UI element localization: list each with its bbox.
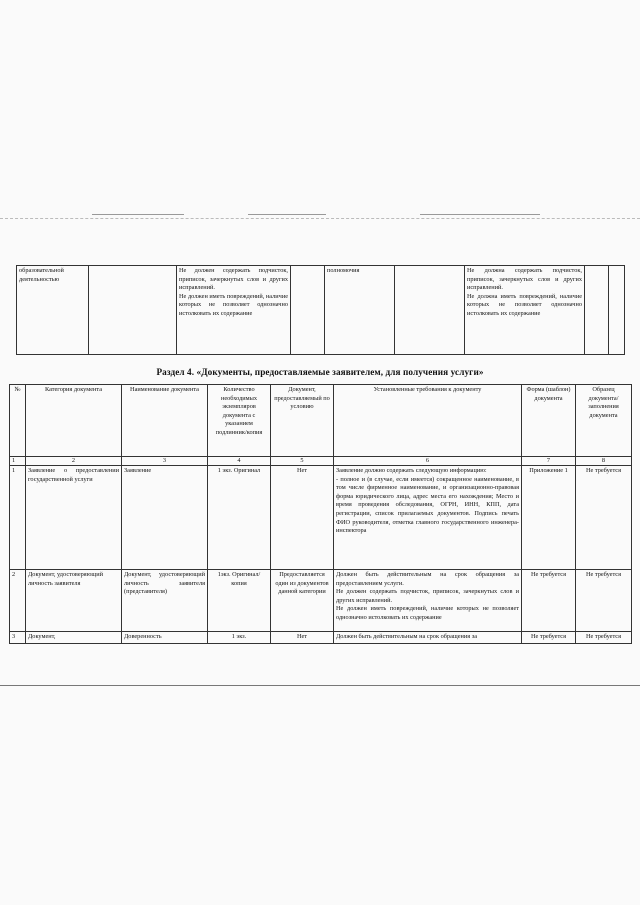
document-category: Заявление о предоставлении государственной услуги — [26, 466, 122, 570]
scan-line — [420, 214, 540, 215]
column-number: 2 — [26, 457, 122, 466]
header-cell: Образец документа/заполнения документа — [576, 385, 632, 457]
table-row — [10, 466, 632, 570]
row-number: 1 — [10, 466, 26, 570]
document-condition: Нет — [271, 632, 334, 644]
document-name: Доверенность — [122, 632, 208, 644]
cell — [609, 266, 625, 355]
document-name: Документ, удостоверяющий личность заявителя (представителя) — [122, 570, 208, 632]
column-number: 7 — [522, 457, 576, 466]
header-cell: Категория документа — [26, 385, 122, 457]
header-row — [10, 385, 632, 457]
document-requirements: Должен быть действительным на срок обращения за — [334, 632, 522, 644]
document-condition: Нет — [271, 466, 334, 570]
cell — [89, 266, 177, 355]
document-form: Приложение 1 — [522, 466, 576, 570]
header-cell: Установленные требования к документу — [334, 385, 522, 457]
document-name: Заявление — [122, 466, 208, 570]
document-count: 1 экз. Оригинал — [208, 466, 271, 570]
document-category: Документ, удостоверяющий личность заявителя — [26, 570, 122, 632]
scan-edge-top — [0, 218, 640, 219]
header-cell: Количество необходимых экземпляров документа с указанием подлинник/копия — [208, 385, 271, 457]
column-number: 3 — [122, 457, 208, 466]
column-number: 8 — [576, 457, 632, 466]
row-number: 3 — [10, 632, 26, 644]
document-sample: Не требуется — [576, 632, 632, 644]
document-condition: Предоставляется один из документов данной категории — [271, 570, 334, 632]
cell — [291, 266, 325, 355]
column-number: 1 — [10, 457, 26, 466]
section-title: Раздел 4. «Документы, предоставляемые заявителем, для получения услуги» — [156, 367, 484, 377]
column-number: 5 — [271, 457, 334, 466]
header-cell: Наименование документа — [122, 385, 208, 457]
documents-table — [9, 384, 632, 644]
document-category: Документ, — [26, 632, 122, 644]
cell: полномочия — [325, 266, 395, 355]
cell — [585, 266, 609, 355]
scan-line — [248, 214, 326, 215]
document-sample: Не требуется — [576, 466, 632, 570]
header-cell: Форма (шаблон) документа — [522, 385, 576, 457]
column-number: 4 — [208, 457, 271, 466]
row-number: 2 — [10, 570, 26, 632]
cell: Не должна содержать подчисток, приписок, зачеркнутых слов и других исправлений. Не должна иметь повреждений, наличие которых не позволяет однозначно истолковать их содержание — [465, 266, 585, 355]
column-number: 6 — [334, 457, 522, 466]
document-count: 1 экз. — [208, 632, 271, 644]
document-sample: Не требуется — [576, 570, 632, 632]
document-requirements: Заявление должно содержать следующую информацию: - полное и (в случае, если имеется) сокращенное наименование, в том числе фирменное наименование, и организационно-правовая форма юридического лица, адрес места его нахождения; Место и время проведения обследования, ОГРН, ИНН, КПП, дата регистрации, список прилагаемых документов. Подпись печать ФИО руководителя, отметка главного государственного инженера-инспектора — [334, 466, 522, 570]
document-count: 1экз. Оригинал/копия — [208, 570, 271, 632]
table-row — [10, 570, 632, 632]
scan-line — [92, 214, 184, 215]
cell: Не должен содержать подчисток, приписок, зачеркнутых слов и других исправлений. Не должен иметь повреждений, наличие которых не позволяет однозначно истолковать их содержание — [177, 266, 291, 355]
continuation-table — [16, 265, 625, 355]
cell: образовательной деятельностью — [17, 266, 89, 355]
table-row — [10, 632, 632, 644]
document-form: Не требуется — [522, 570, 576, 632]
document-requirements: Должен быть действительным на срок обращения за предоставлением услуги. Не должен содержать подчисток, приписок, зачеркнутых слов и других исправлений. Не должен иметь повреждений, наличие которых не позволяет однозначно истолковать их содержание — [334, 570, 522, 632]
cell — [395, 266, 465, 355]
header-cell: № — [10, 385, 26, 457]
column-number-row — [10, 457, 632, 466]
header-cell: Документ, предоставляемый по условию — [271, 385, 334, 457]
document-form: Не требуется — [522, 632, 576, 644]
scan-edge-bottom — [0, 685, 640, 686]
